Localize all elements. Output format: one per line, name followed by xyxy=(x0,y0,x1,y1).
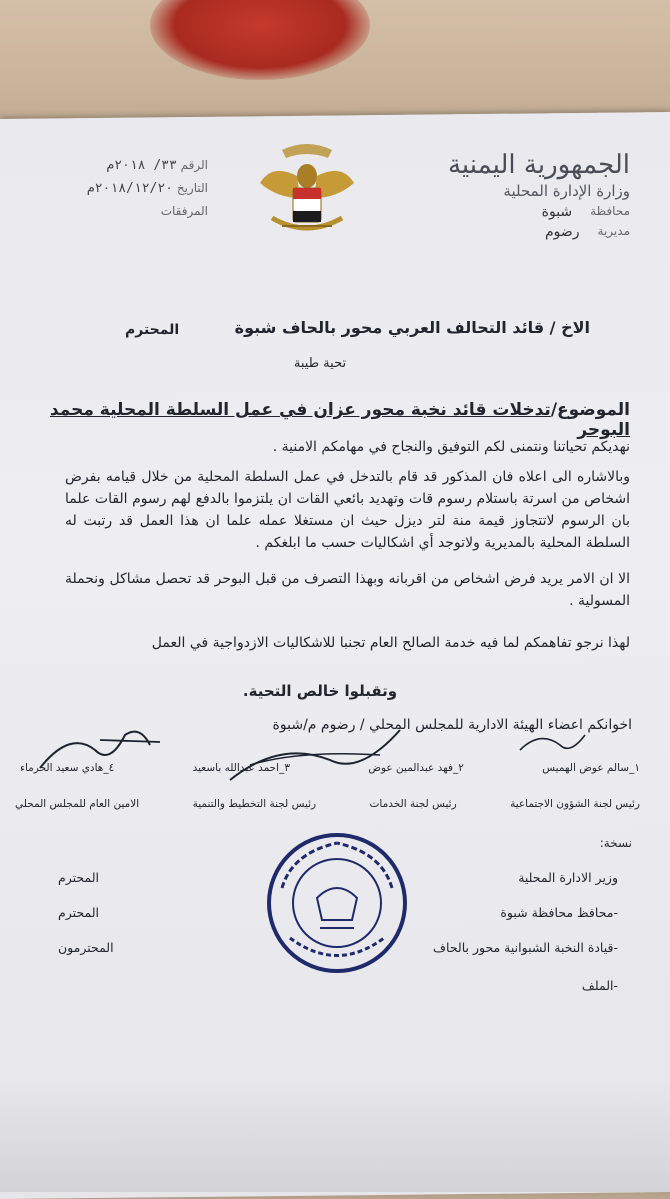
paragraph-1: نهديكم تحياتنا ونتمنى لكم التوفيق والنجاح في مهامكم الامنية . xyxy=(272,439,630,455)
signatory-role: الامين العام للمجلس المحلي xyxy=(15,798,140,810)
bottom-shadow xyxy=(0,1080,670,1192)
reference-block xyxy=(18,158,208,226)
handwritten-signatures xyxy=(0,720,670,800)
country-title: الجمهورية اليمنية xyxy=(447,150,630,180)
copy-suffix: المحترمون xyxy=(58,940,114,955)
addressee-line: الاخ / قائد التحالف العربي محور بالحاف شبوة xyxy=(234,318,590,337)
respect-word: المحترم xyxy=(125,322,180,338)
ref-row xyxy=(18,158,208,173)
copy-recipient: -قيادة النخبة الشبوانية محور بالحاف xyxy=(433,940,618,955)
ref-value: ٣٣/ ٢٠١٨م xyxy=(106,158,177,173)
district-value: رضوم xyxy=(544,224,580,240)
date-value: ٢٠١٨/١٢/٢٠م xyxy=(86,181,174,196)
signatory-role: رئيس لجنة الخدمات xyxy=(369,798,457,810)
copy-recipient: -محافظ محافظة شبوة xyxy=(500,905,618,920)
closing-line: وتقبلوا خالص التحية. xyxy=(242,682,398,700)
district-label: مديرية xyxy=(597,224,630,238)
ministry-title: وزارة الإدارة المحلية xyxy=(503,182,630,200)
paragraph-4: لهذا نرجو تفاهمكم لما فيه خدمة الصالح العام تجنبا للاشكاليات الازدواجية في العمل xyxy=(151,635,630,651)
yemen-eagle-emblem-icon xyxy=(252,128,362,248)
paragraph-3: الا ان الامر يريد فرض اشخاص من اقربانه وبهذا التصرف من قبل البوحر قد تحصل مشاكل ونحملة المسولية . xyxy=(65,571,630,609)
copies-label: نسخة: xyxy=(599,836,632,850)
date-row xyxy=(18,181,208,196)
official-stamp-icon xyxy=(262,828,412,978)
attachments-row xyxy=(18,204,208,218)
date-label: التاريخ xyxy=(176,181,208,195)
copy-recipient: وزير الادارة المحلية xyxy=(518,870,618,885)
ref-label: الرقم xyxy=(180,158,208,172)
signatory-name: ٤_هادي سعيد الخرماء xyxy=(20,762,115,774)
signatory-name: ٢_فهد عبدالمين عوض xyxy=(368,762,464,774)
copy-recipient: -الملف xyxy=(581,978,618,993)
paragraph-2: وبالاشاره الى اعلاه فان المذكور قد قام بالتدخل في عمل السلطة المحلية من خلال قيامه بفرض اشخاص من اسرتة باستلام رسوم قات وتهديد بائعي القات ان يلتزموا بالدفع لهم رسوم القات علما بان الرسوم لاتتجاوز قيمة منة لتر ديزل حيث ان مستغلا عمله علما ان هذا العمل قد رتبت له السلطة المحلية بالمديرية ولاتوجد أي اشكاليات حسب ما ابلغكم . xyxy=(65,469,630,551)
copy-row xyxy=(58,978,618,993)
signatory-roles xyxy=(15,798,640,810)
governorate-label: محافظة xyxy=(590,204,630,218)
letter-paper xyxy=(0,112,670,1199)
signers-title: اخوانكم اعضاء الهيئة الادارية للمجلس المحلي / رضوم م/شبوة xyxy=(272,717,632,733)
signatory-names xyxy=(20,762,640,774)
signatory-role: رئيس لجنة الشؤون الاجتماعية xyxy=(510,798,640,810)
governorate-row xyxy=(400,204,630,220)
signatory-name: ١_سالم عوض الهميس xyxy=(542,762,640,774)
subject-line xyxy=(0,400,630,440)
governorate-value: شبوة xyxy=(541,204,573,220)
copy-suffix: المحترم xyxy=(58,870,99,885)
copy-suffix: المحترم xyxy=(58,905,99,920)
letterhead-block xyxy=(400,150,630,240)
subject-label: الموضوع/ xyxy=(550,400,630,420)
signatory-role: رئيس لجنة التخطيط والتنمية xyxy=(192,798,317,810)
attachments-label: المرفقات xyxy=(160,204,208,218)
subject-text: تدخلات قائد نخبة محور عزان في عمل السلطة المحلية محمد البوحر xyxy=(49,400,630,440)
signatory-name: ٣_احمد عبدالله باسعيد xyxy=(192,762,290,774)
district-row xyxy=(400,224,630,240)
greeting-line: تحية طيبة xyxy=(293,356,347,371)
